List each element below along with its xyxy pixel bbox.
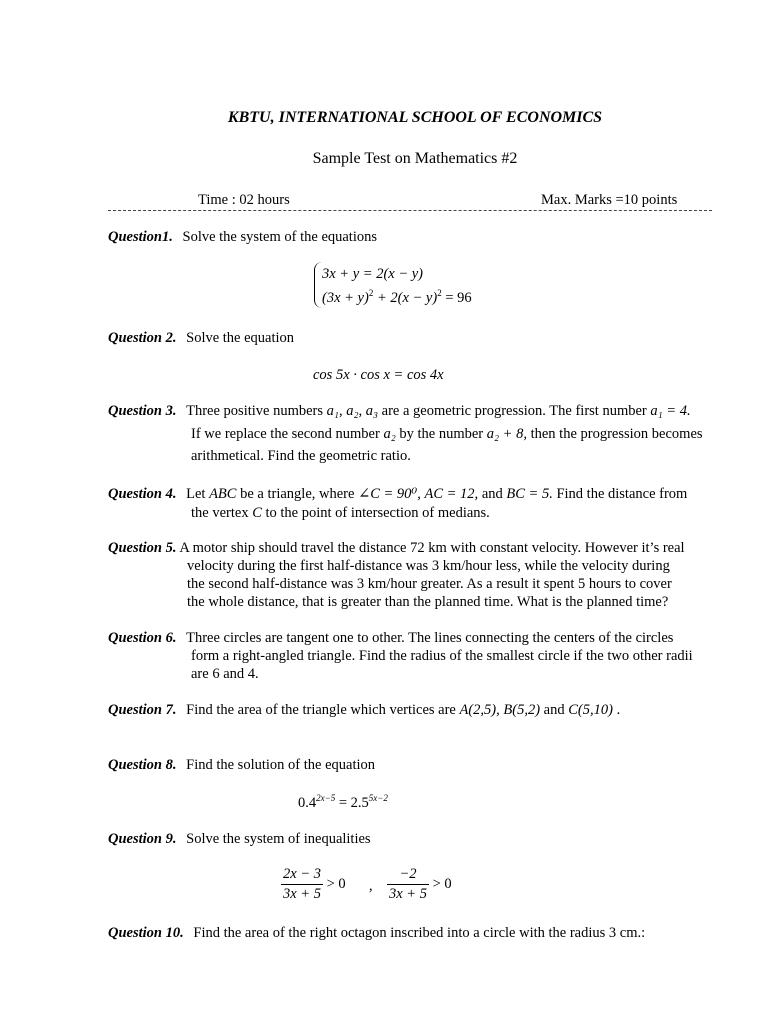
question-9-inequality-1: $\frac{2x - 3}{3x + 5}$ > 0 — [283, 866, 346, 902]
question-7: Question 7. Find the area of the triangle which vertices are A(2,5), B(5,2) and C(5,10) . — [108, 702, 621, 718]
question-10-label: Question 10. — [108, 925, 184, 941]
question-4: Question 4. Let ABC be a triangle, where ∠C = 90⁰, AC = 12, and BC = 5. Find the distance from — [108, 486, 688, 502]
question-5-line-3: the second half-distance was 3 km/hour greater. As a result it spent 5 hours to cover — [187, 576, 672, 592]
question-1-equation-1: 3x + y = 2(x − y) — [322, 266, 424, 282]
question-9-label: Question 9. — [108, 831, 177, 847]
question-6: Question 6. Three circles are tangent one to other. The lines connecting the centers of the circles — [108, 630, 674, 646]
time-limit: Time : 02 hours — [198, 192, 290, 208]
question-2-label: Question 2. — [108, 330, 177, 346]
question-3-label: Question 3. — [108, 403, 177, 419]
question-6-line-2: form a right-angled triangle. Find the radius of the smallest circle if the two other radii — [191, 648, 693, 664]
question-1-text: Solve the system of the equations — [182, 229, 378, 245]
question-5-line-2: velocity during the first half-distance was 3 km/hour less, while the velocity during — [187, 558, 670, 574]
question-8-label: Question 8. — [108, 757, 177, 773]
question-8: Question 8. Find the solution of the equation — [108, 757, 376, 773]
question-3-line-3: arithmetical. Find the geometric ratio. — [191, 448, 411, 464]
question-10: Question 10. Find the area of the right octagon inscribed into a circle with the radius 3 cm.: — [108, 925, 646, 941]
question-9-comma: , — [369, 878, 373, 894]
question-6-line-3: are 6 and 4. — [191, 666, 259, 682]
question-8-equation: $0.4^{2x-5} = 2.5^{5x-2}$ — [298, 793, 388, 811]
question-9-inequality-2: $\frac{-2}{3x + 5}$ > 0 — [389, 866, 452, 902]
question-9: Question 9. Solve the system of inequalities — [108, 831, 371, 847]
question-1-equation-2: $(3x + y)^2 + 2(x - y)^2 = 96$ — [322, 288, 472, 306]
question-6-label: Question 6. — [108, 630, 177, 646]
question-5-label: Question 5. — [108, 540, 177, 556]
question-3: Question 3. Three positive numbers a₁, a₂, a₃ are a geometric progression. The first number a₁ = 4. — [108, 403, 691, 419]
question-4-label: Question 4. — [108, 486, 177, 502]
question-3-line-2: If we replace the second number a₂ by the number a₂ + 8, then the progression becomes — [191, 426, 703, 442]
max-marks: Max. Marks =10 points — [541, 192, 678, 208]
question-5: Question 5. A motor ship should travel the distance 72 km with constant velocity. However it’s real — [108, 540, 685, 556]
question-1 — [108, 229, 377, 246]
document-title: KBTU, INTERNATIONAL SCHOOL OF ECONOMICS — [227, 109, 603, 126]
question-1-label: Question1. — [108, 229, 173, 245]
document-subtitle: Sample Test on Mathematics #2 — [312, 150, 518, 167]
question-4-line-2: the vertex C to the point of intersection of medians. — [191, 505, 490, 521]
question-5-line-4: the whole distance, that is greater than the planned time. What is the planned time? — [187, 594, 669, 610]
question-2-equation: cos 5x · cos x = cos 4x — [313, 367, 444, 383]
question-7-label: Question 7. — [108, 702, 177, 718]
question-2-text: Solve the equation — [186, 330, 295, 346]
separator-line — [108, 210, 712, 211]
question-2 — [108, 330, 294, 347]
